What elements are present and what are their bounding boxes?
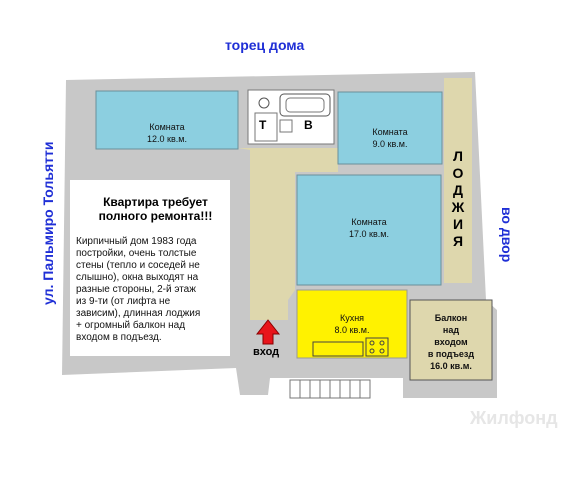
desc-line: входом в подъезд. [76,332,162,343]
kitchen-counter [313,342,363,356]
entrance-label: вход [253,346,280,358]
bathtub-inner [286,98,324,112]
left-street-label: ул. Пальмиро Тольятти [40,141,56,305]
desc-line: + огромный балкон над [76,320,186,331]
desc-line: Кирпичный дом 1983 года [76,236,197,247]
balcony-area: 16.0 кв.м. [430,361,472,371]
loggia-letter-5: И [452,216,464,232]
balcony-line1: Балкон [434,313,468,323]
stove [366,338,388,356]
right-street-label: во двор [499,207,515,263]
room-17-name: Комната [351,217,387,227]
kitchen-area: 8.0 кв.м. [334,325,370,335]
description-text [76,236,236,344]
desc-line: слышно), окна выходят на [76,272,199,283]
desc-line: стены (тепло и соседей не [76,260,200,271]
room-9-label [338,126,442,150]
loggia-label [448,148,468,250]
desc-line: постройки, очень толстые [76,248,197,259]
room-17-label [297,216,441,240]
kitchen-label [297,312,407,336]
desc-line: разные стороны, 2-й этаж [76,284,196,295]
desc-line: из 9-ти (от лифта не [76,296,171,307]
room-17-area: 17.0 кв.м. [349,229,389,239]
room-12-area: 12.0 кв.м. [147,134,187,144]
watermark: Жилфонд [470,408,558,428]
room-9-name: Комната [372,127,408,137]
room-9-area: 9.0 кв.м. [372,139,408,149]
washbasin [280,120,292,132]
top-street-label: торец дома [225,37,305,53]
balcony-label [410,312,492,372]
room-12-name: Комната [149,122,185,132]
desc-line: зависим), длинная лоджия [76,308,201,319]
bath-label: В [304,118,313,132]
loggia-letter-2: О [452,165,464,181]
heading-line2: полного ремонта!!! [98,209,213,223]
loggia-letter-6: Я [452,233,464,249]
balcony-line3: входом [434,337,468,347]
sink [259,98,269,108]
renovation-heading [83,195,228,223]
toilet-label: Т [259,118,267,132]
balcony-line2: над [442,325,460,335]
loggia-letter-1: Л [453,148,463,164]
balcony-line4: в подъезд [427,349,475,359]
heading-line1: Квартира требует [103,195,208,209]
kitchen-name: Кухня [339,313,365,323]
loggia-letter-4: Ж [451,199,465,215]
room-12-label [96,121,238,145]
loggia-letter-3: Д [453,182,463,198]
